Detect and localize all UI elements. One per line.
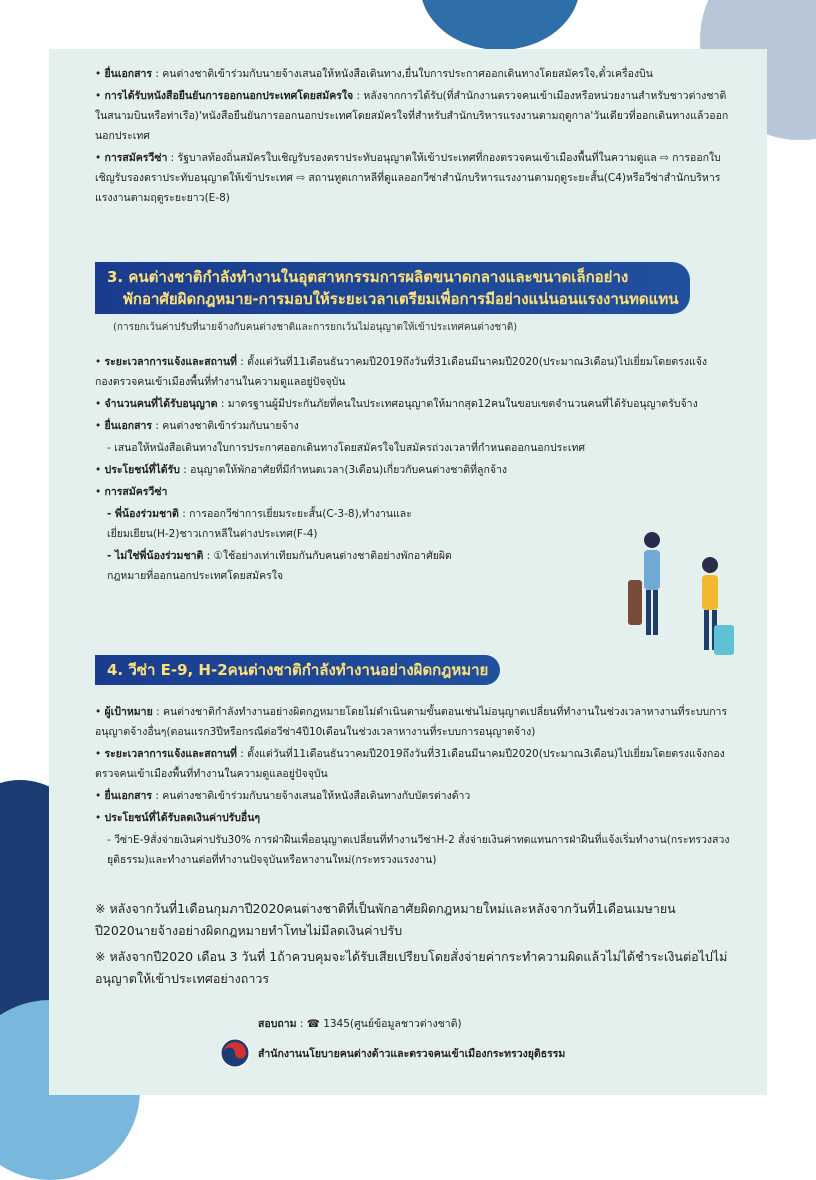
- list-item: • ยื่นเอกสาร : คนต่างชาติเข้าร่วมกับนายจ้างเสนอให้หนังสือเดินทางกับบัตรต่างด้าว: [95, 790, 471, 802]
- note-item: ※ หลังจากปี2020 เดือน 3 วันที่ 1ถ้าควบคุมจะได้รับเสียเปรียบโดยสั่งจ่ายค่ากระทำความผิดแล้วไม่ได้ชำระเงินต่อไปไม่อนุญาตให้เข้าประเทศอย่างถาวร: [95, 949, 728, 986]
- decor-circle-top-blue: [420, 0, 580, 50]
- section-4-title: 4. วีซ่า E-9, H-2คนต่างชาติกำลังทำงานอย่างผิดกฎหมาย: [95, 655, 500, 685]
- travelers-illustration: [620, 520, 740, 670]
- section-4-header: [95, 655, 725, 685]
- section-3-title: 3. คนต่างชาติกำลังทำงานในอุตสาหกรรมการผลิตขนาดกลางและขนาดเล็กอย่าง พักอาศัยผิดกฎหมาย-การมอบให้ระยะเวลาเตรียมเพื่อการมีอย่างแน่นอนแรงงานทดแทน: [95, 262, 690, 314]
- contact-line: สอบถาม : ☎ 1345(ศูนย์ข้อมูลชาวต่างชาติ): [258, 1018, 462, 1030]
- section-3-note: (การยกเว้นค่าปรับที่นายจ้างกับคนต่างชาติและการยกเว้นไม่อนุญาตให้เข้าประเทศคนต่างชาติ): [113, 322, 518, 333]
- list-item: • ประโยชน์ที่ได้รับ : อนุญาตให้พักอาศัยที่มีกำหนดเวลา(3เดือน)เกี่ยวกับคนต่างชาติที่ลูกจ้าง: [95, 464, 507, 476]
- section-3-header: [95, 262, 725, 335]
- footer: [220, 1015, 640, 1068]
- list-item: • การสมัครวีซ่า : รัฐบาลท้องถิ่นสมัครใบเชิญรับรองตราประทับอนุญาตให้เข้าประเทศที่กองตรวจคนเข้าเมืองพื้นที่ในความดูแล ⇨ การออกใบเชิญรับรองตราประทับอนุญาตให้เข้าประเทศ ⇨ สถานทูตเกาหลีที่ดูแลออกวีซ่าสำนักบริหารแรงงานตามฤดูระยะสั้น(C4)หรือวีซ่าสำนักบริหารแรงงานตามฤดูระยะยาว(E-8): [95, 152, 721, 204]
- list-item: • ยื่นเอกสาร : คนต่างชาติเข้าร่วมกับนายจ้าง: [95, 420, 299, 432]
- agency-name: สำนักงานนโยบายคนต่างด้าวและตรวจคนเข้าเมืองกระทรวงยุติธรรม: [258, 1047, 566, 1060]
- list-item: - วีซ่าE-9สั่งจ่ายเงินค่าปรับ30% การฝ่าฝืนเพื่ออนุญาตเปลี่ยนที่ทำงานวีซ่าH-2 สั่งจ่ายเงินค่าทดแทนการฝ่าฝืนที่แจ้งเริ่มทำงาน(กระทรวงสวงยุติธรรม)และทำงานต่อที่ทำงานปัจจุบันหรือหางานใหม่(กระทรวงแรงงาน): [107, 834, 730, 866]
- section-4-body: [95, 702, 735, 872]
- list-item: • ระยะเวลาการแจ้งและสถานที่ : ตั้งแต่วันที่11เดือนธันวาคมปี2019ถึงวันที่31เดือนมีนาคมปี2020(ประมาณ3เดือน)ไปเยี่ยมโดยตรงแจ้งกองตรวจคนเข้าเมืองพื้นที่ทำงานในความดูแลอยู่ปัจจุบัน: [95, 748, 725, 780]
- section-top: [95, 64, 735, 210]
- government-logo-icon: [220, 1038, 250, 1068]
- list-item: • การสมัครวีซ่า: [95, 486, 168, 498]
- list-item: • ผู้เป้าหมาย : คนต่างชาติกำลังทำงานอย่างผิดกฎหมายโดยไม่ดำเนินตามขั้นตอนเช่นไม่อนุญาตเปลี่ยนที่ทำงานในช่วงเวลาหางานที่ระบบการอนุญาตจ้างอื่นๆ(ตอนแรก3ปีหรือกรณีต่อวีซ่า4ปี10เดือนในช่วงเวลาหางานที่ระบบการอนุญาตจ้าง): [95, 706, 728, 738]
- list-item: • ระยะเวลาการแจ้งและสถานที่ : ตั้งแต่วันที่11เดือนธันวาคมปี2019ถึงวันที่31เดือนมีนาคมปี2020(ประมาณ3เดือน)ไปเยี่ยมโดยตรงแจ้งกองตรวจคนเข้าเมืองพื้นที่ทำงานในความดูแลอยู่ปัจจุบัน: [95, 356, 708, 388]
- list-item: • จำนวนคนที่ได้รับอนุญาต : มาตรฐานผู้มีประกันภัยที่คนในประเทศอนุญาตให้มากสุด12คนในขอบเขตจำนวนคนที่ได้รับอนุญาตรับจ้าง: [95, 398, 698, 410]
- list-item: - พี่น้องร่วมชาติ : การออกวีซ่าการเยี่ยมระยะสั้น(C-3-8),ทำงานและเยี่ยมเยียน(H-2)ชาวเกาหลีในต่างประเทศ(F-4): [107, 508, 412, 540]
- notes: [95, 898, 735, 990]
- list-item: • การได้รับหนังสือยืนยันการออกนอกประเทศโดยสมัครใจ : หลังจากการได้รับ(ที่สำนักงานตรวจคนเข้าเมืองหรือหน่วยงานสำหรับชาวต่างชาติในสนามบินหรือท่าเรือ)'หนังสือยืนยันการออกนอกประเทศโดยสมัครใจที่สำหรับสำนักบริหารแรงงานตามฤดูกาล'วันเดียวที่ออกเดินทางแล้วออกนอกประเทศ: [95, 90, 729, 142]
- note-item: ※ หลังจากวันที่1เดือนกุมภาปี2020คนต่างชาติที่เป็นพักอาศัยผิดกฎหมายใหม่และหลังจากวันที่1เดือนเมษายนปี2020นายจ้างอย่างผิดกฎหมายทำโทษไม่มีลดเงินค่าปรับ: [95, 901, 676, 938]
- list-item: • ยื่นเอกสาร : คนต่างชาติเข้าร่วมกับนายจ้างเสนอให้หนังสือเดินทาง,ยื่นใบการประกาศออกเดินทางโดยสมัครใจ,ตั๋วเครื่องบิน: [95, 68, 653, 80]
- list-item: - ไม่ใช่พี่น้องร่วมชาติ : ①ใช้อย่างเท่าเทียมกันกับคนต่างชาติอย่างพักอาศัยผิดกฎหมายที่ออกนอกประเทศโดยสมัครใจ: [107, 550, 452, 582]
- list-item: • ประโยชน์ที่ได้รับลดเงินค่าปรับอื่นๆ: [95, 812, 261, 824]
- list-item: - เสนอให้หนังสือเดินทางใบการประกาศออกเดินทางโดยสมัครใจใบสมัครถ่วงเวลาที่กำหนดออกนอกประเทศ: [107, 442, 586, 454]
